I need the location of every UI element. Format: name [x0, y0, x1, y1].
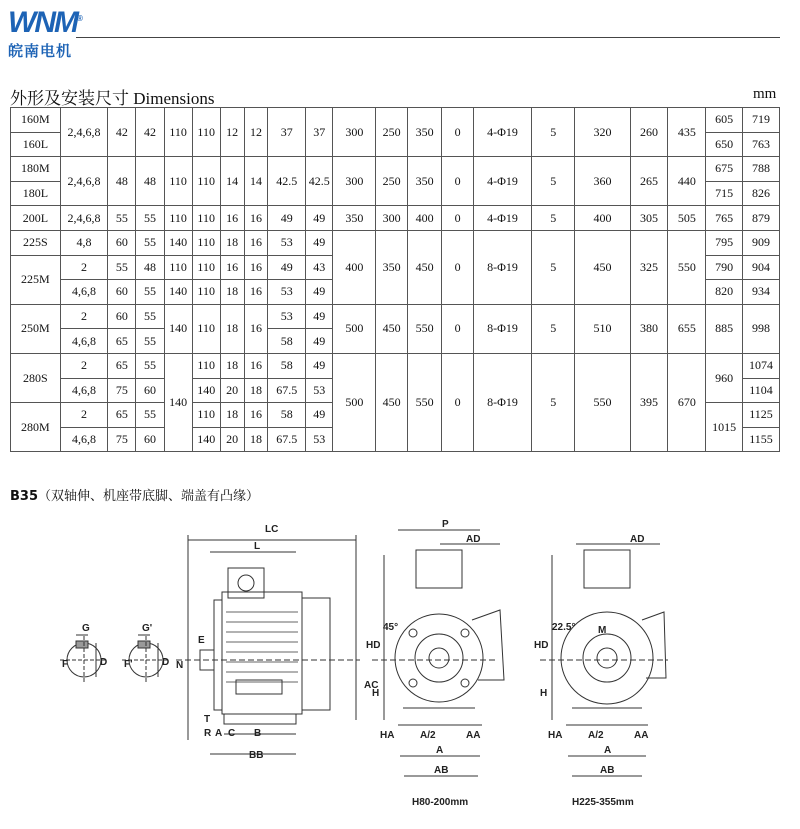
- svg-text:A/2: A/2: [588, 730, 604, 741]
- svg-text:H: H: [540, 688, 548, 699]
- svg-text:AC: AC: [364, 680, 379, 691]
- b35-heading: B35（双轴伸、机座带底脚、端盖有凸缘）: [10, 489, 260, 504]
- dimensions-table: [10, 107, 780, 452]
- table-row: 160M 2,4,6,8 42 42 110 110 12 12 37 37 300 250 350 0 4-Φ19 5 320 260 435 605 719: [11, 108, 780, 133]
- motor-front-view-2: [540, 544, 668, 776]
- brand-logo: [8, 4, 81, 61]
- b35-drawing: [0, 500, 800, 829]
- svg-text:HA: HA: [380, 730, 395, 741]
- frame-cell: 180L: [11, 181, 61, 206]
- frame-cell: 180M: [11, 157, 61, 182]
- header-rule: [76, 37, 780, 38]
- caption-h80-200: H80-200mm: [412, 797, 469, 808]
- svg-text:F: F: [62, 659, 69, 670]
- table-row: 4,6,8 60 55 140 110 18 16 53 49 820 934: [11, 280, 780, 305]
- svg-text:M: M: [598, 625, 607, 636]
- svg-text:LC: LC: [265, 524, 279, 535]
- svg-text:G: G: [82, 623, 90, 634]
- table-row: 4,6,8 75 60 140 20 18 67.5 53 1155: [11, 427, 780, 452]
- table-row: 225S 4,8 60 55 140 110 18 16 53 49 400 350 450 0 8-Φ19 5 450 325 550 795 909: [11, 230, 780, 255]
- svg-text:AA: AA: [634, 730, 649, 741]
- frame-cell: 160L: [11, 132, 61, 157]
- svg-text:P: P: [442, 519, 449, 530]
- svg-text:T: T: [204, 714, 211, 725]
- svg-text:L: L: [254, 541, 261, 552]
- frame-cell: 280M: [11, 403, 61, 452]
- table-row: 160L 650 763: [11, 132, 780, 157]
- drawing-labels: [62, 519, 648, 808]
- table-row: 225M 2 55 48 110 110 16 16 49 43 790 904: [11, 255, 780, 280]
- svg-text:R: R: [204, 728, 212, 739]
- table-row: 250M 2 60 55 140 110 18 16 53 49 500 450 550 0 8-Φ19 5 510 380 655 885 998: [11, 304, 780, 329]
- svg-text:E: E: [198, 635, 205, 646]
- svg-text:A/2: A/2: [420, 730, 436, 741]
- table-row: 200L 2,4,6,8 55 55 110 110 16 16 49 49 350 300 400 0 4-Φ19 5 400 305 505 765 879: [11, 206, 780, 231]
- svg-text:A: A: [436, 745, 444, 756]
- svg-text:C: C: [228, 728, 236, 739]
- svg-text:AA: AA: [466, 730, 481, 741]
- table-row: 180L 715 826: [11, 181, 780, 206]
- frame-cell: 250M: [11, 304, 61, 353]
- table-row: 4,6,8 75 60 140 20 18 67.5 53 1104: [11, 378, 780, 403]
- svg-text:N: N: [176, 660, 184, 671]
- svg-text:F': F': [124, 659, 133, 670]
- svg-text:AD: AD: [630, 534, 645, 545]
- svg-text:HA: HA: [548, 730, 563, 741]
- company-name: 皖南电机: [8, 42, 73, 60]
- svg-text:G': G': [142, 623, 153, 634]
- table-row: 280M 2 65 55 110 18 16 58 49 1015 1125: [11, 403, 780, 428]
- svg-text:D: D: [100, 657, 108, 668]
- svg-text:AB: AB: [600, 765, 615, 776]
- svg-text:A: A: [215, 728, 223, 739]
- frame-cell: 200L: [11, 206, 61, 231]
- section-title: 外形及安装尺寸 Dimensions: [10, 89, 215, 108]
- svg-text:AD: AD: [466, 534, 481, 545]
- table-row: 180M 2,4,6,8 48 48 110 110 14 14 42.5 42.5 300 250 350 0 4-Φ19 5 360 265 440 675 788: [11, 157, 780, 182]
- svg-text:AB: AB: [434, 765, 449, 776]
- caption-h225-355: H225-355mm: [572, 797, 634, 808]
- frame-cell: 225S: [11, 230, 61, 255]
- unit-label: mm: [753, 86, 777, 102]
- svg-text:45°: 45°: [383, 622, 399, 633]
- svg-text:HD: HD: [534, 640, 549, 651]
- svg-text:D: D: [162, 657, 170, 668]
- svg-text:B: B: [254, 728, 262, 739]
- frame-cell: 160M: [11, 108, 61, 133]
- svg-text:BB: BB: [249, 750, 264, 761]
- svg-text:A: A: [604, 745, 612, 756]
- frame-cell: 225M: [11, 255, 61, 304]
- svg-text:HD: HD: [366, 640, 381, 651]
- svg-text:H: H: [372, 688, 380, 699]
- table-row: 280S 2 65 55 140 110 18 16 58 49 500 450 550 0 8-Φ19 5 550 395 670 960 1074: [11, 353, 780, 378]
- table-row: 4,6,8 65 55 58 49: [11, 329, 780, 354]
- logo-mark: WNM®: [8, 6, 81, 39]
- svg-text:22.5°: 22.5°: [552, 622, 576, 633]
- frame-cell: 280S: [11, 353, 61, 402]
